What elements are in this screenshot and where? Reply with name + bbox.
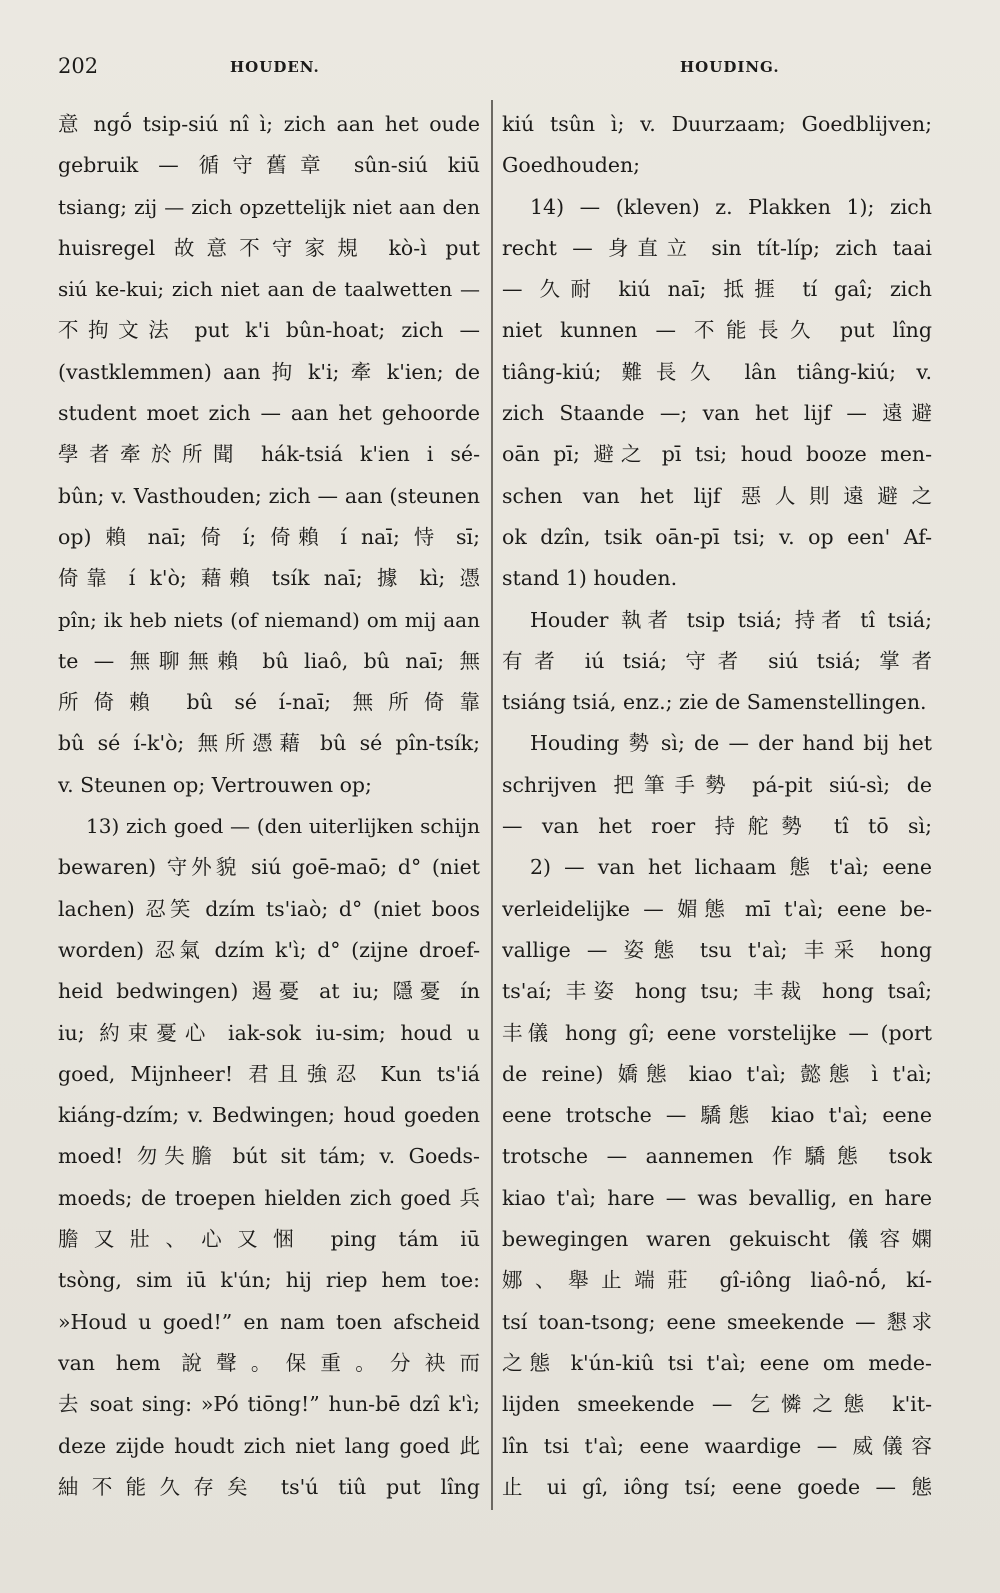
text-line: goed, Mijnheer! 君且強忍 Kun ts'iá [58,1061,480,1086]
text-line: tsòng, sim iū k'ún; hij riep hem toe: [58,1268,480,1293]
column-divider [491,100,493,1510]
text-line: gebruik — 循守舊章 sûn-siú kiū [58,153,480,178]
text-line: 紬不能久存矣 ts'ú tiû put lîng [58,1474,480,1499]
text-line: moeds; de troepen hielden zich goed 兵 [58,1185,480,1210]
right-column [502,104,932,1524]
text-line: niet kunnen — 不能長久 put lîng [502,318,932,343]
text-line: 13) zich goed — (den uiterlijken schijn [86,814,480,839]
text-line: 有者 iú tsiá; 守者 siú tsiá; 掌者 [502,648,932,673]
text-line: deze zijde houdt zich niet lang goed 此 [58,1433,480,1458]
text-line: van hem 說聲。保重。分袂而 [58,1350,480,1375]
text-line: vallige — 姿態 tsu t'aì; 丰采 hong [502,937,932,962]
text-line: 娜、舉止端莊 gî-iông liaô-nṓ, kí- [502,1268,932,1293]
text-line: ok dzîn, tsik oān-pī tsi; v. op een' Af- [502,524,932,549]
text-line: eene trotsche — 驕態 kiao t'aì; eene [502,1103,932,1128]
text-line: trotsche — aannemen 作驕態 tsok [502,1144,932,1169]
text-line: op) 賴 naī; 倚 í; 倚賴 í naī; 恃 sī; [58,524,480,549]
text-line: 之態 k'ún-kiû tsi t'aì; eene om mede- [502,1350,932,1375]
text-line: (vastklemmen) aan 拘 k'i; 牽 k'ien; de [58,359,480,384]
text-line: recht — 身直立 sin tít-líp; zich taai [502,235,932,260]
text-line: v. Steunen op; Vertrouwen op; [58,772,372,797]
text-line: 意 ngṓ tsip-siú nî ì; zich aan het oude [58,112,480,136]
text-line: moed! 勿失膽 bút sit tám; v. Goeds- [58,1144,480,1169]
text-line: lijden smeekende — 乞憐之態 k'it- [502,1392,932,1417]
page-number: 202 [58,54,99,78]
right-running-title: HOUDING. [680,58,780,76]
text-line: verleidelijke — 媚態 mī t'aì; eene be- [502,896,932,921]
text-line: tsí toan-tsong; eene smeekende — 懇求 [502,1309,932,1334]
text-line: tiâng-kiú; 難長久 lân tiâng-kiú; v. [502,359,932,384]
text-line: — van het roer 持舵勢 tî tō sì; [502,814,932,839]
text-line: bûn; v. Vasthouden; zich — aan (steunen [58,483,480,508]
text-line: kiáng-dzím; v. Bedwingen; houd goeden [58,1103,480,1128]
text-line: ts'aí; 丰姿 hong tsu; 丰裁 hong tsaî; [502,979,932,1004]
text-line: student moet zich — aan het gehoorde [58,401,480,426]
running-header [0,52,1000,92]
text-line: bû sé í-k'ò; 無所憑藉 bû sé pîn-tsík; [58,731,480,756]
text-line: kiú tsûn ì; v. Duurzaam; Goedblijven; [502,112,932,136]
text-line: 倚靠 í k'ò; 藉賴 tsík naī; 據 kì; 憑 [58,566,480,591]
text-line: 所倚賴 bû sé í-naī; 無所倚靠 [58,690,480,715]
text-line: worden) 忍氣 dzím k'ì; d° (zijne droef- [58,937,480,962]
text-line: 膽又壯、心又悃 ping tám iū [58,1227,480,1252]
text-line: heid bedwingen) 遏憂 at iu; 隱憂 ín [58,979,480,1004]
text-line: Houding 勢 sì; de — der hand bij het [530,731,932,756]
text-line: oān pī; 避之 pī tsi; houd booze men- [502,442,932,467]
text-line: 去 soat sing: »Pó tiōng!” hun-bē dzî k'ì; [58,1392,480,1417]
text-line: tsiang; zij — zich opzettelijk niet aan den [58,194,480,219]
text-line: stand 1) houden. [502,566,678,591]
left-running-title: HOUDEN. [230,58,320,76]
text-line: de reine) 嬌態 kiao t'aì; 懿態 ì t'aì; [502,1061,932,1086]
text-line: 不拘文法 put k'i bûn-hoat; zich — [58,318,480,343]
text-line: 止 ui gî, iông tsí; eene goede — 態 [502,1474,932,1499]
text-line: kiao t'aì; hare — was bevallig, en hare [502,1185,932,1210]
text-line: lachen) 忍笑 dzím ts'iaò; d° (niet boos [58,896,480,921]
text-line: Houder 執者 tsip tsiá; 持者 tî tsiá; [530,607,932,632]
text-line: siú ke-kui; zich niet aan de taalwetten — [58,277,480,302]
text-line: 14) — (kleven) z. Plakken 1); zich [530,194,932,219]
text-line: bewegingen waren gekuischt 儀容嫻 [502,1227,932,1252]
text-line: lîn tsi t'aì; eene waardige — 威儀容 [502,1433,932,1458]
text-line: te — 無聊無賴 bû liaô, bû naī; 無 [58,648,480,673]
text-line: — 久耐 kiú naī; 抵捱 tí gaî; zich [502,277,932,302]
text-line: 丰儀 hong gî; eene vorstelijke — (port [502,1020,932,1045]
text-line: zich Staande —; van het lijf — 遠避 [502,401,932,426]
text-line: huisregel 故意不守家規 kò-ì put [58,235,480,260]
text-line: schen van het lijf 惡人則遠避之 [502,483,932,508]
text-line: »Houd u goed!” en nam toen afscheid [58,1309,480,1334]
text-line: tsiáng tsiá, enz.; zie de Samenstellingen. [502,690,927,715]
left-column [58,104,480,1524]
text-line: schrijven 把筆手勢 pá-pit siú-sì; de [502,772,932,797]
text-line: 學者牽於所聞 hák-tsiá k'ien i sé- [58,442,480,467]
text-line: bewaren) 守外貌 siú goē-maō; d° (niet [58,855,480,880]
text-line: pîn; ik heb niets (of niemand) om mij aan [58,607,480,632]
text-line: Goedhouden; [502,153,641,178]
text-line: iu; 約束憂心 iak-sok iu-sim; houd u [58,1020,480,1045]
text-line: 2) — van het lichaam 態 t'aì; eene [530,855,932,880]
